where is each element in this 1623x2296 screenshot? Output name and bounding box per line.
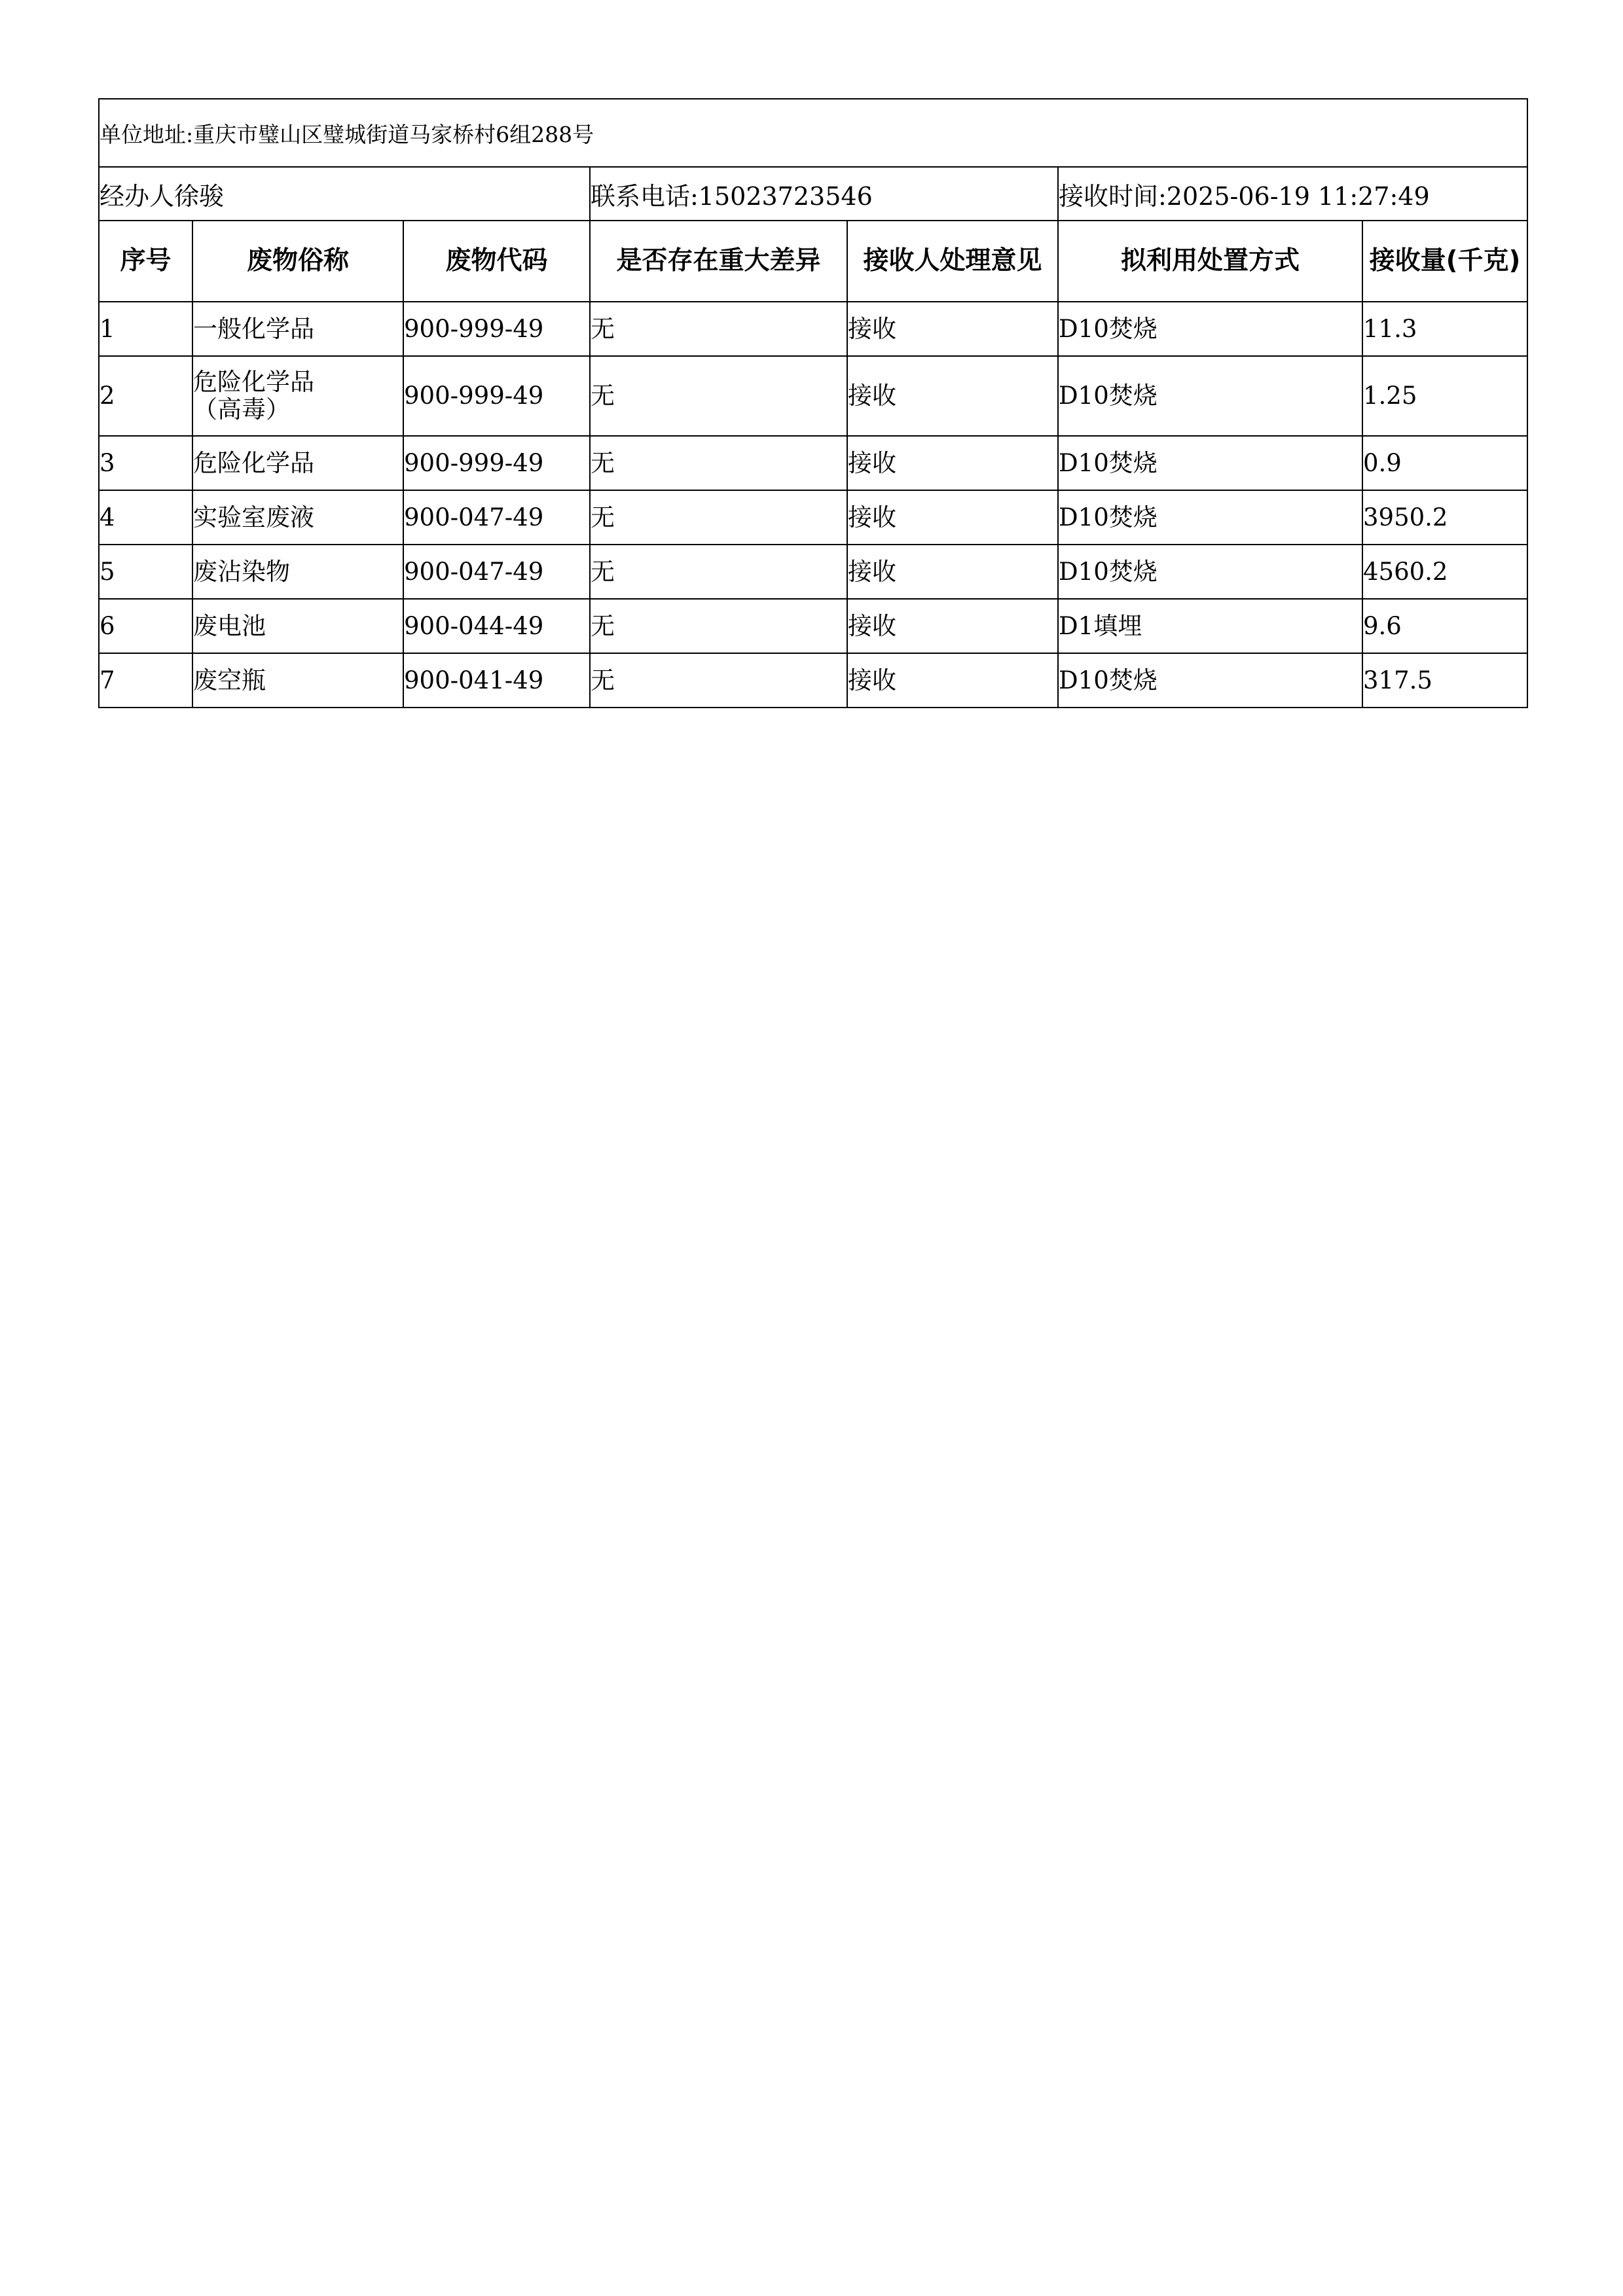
cell-opinion: 接收 [847,302,1058,356]
cell-opinion: 接收 [847,356,1058,436]
cell-code: 900-047-49 [403,545,590,599]
cell-quantity: 4560.2 [1362,545,1527,599]
handler-field: 经办人徐骏 [99,167,590,221]
cell-quantity: 0.9 [1362,436,1527,490]
cell-name-text: 废空瓶 [193,666,266,694]
cell-no: 2 [99,356,192,436]
cell-opinion: 接收 [847,436,1058,490]
cell-quantity: 1.25 [1362,356,1527,436]
col-header-opinion: 接收人处理意见 [847,221,1058,302]
cell-name [192,545,403,599]
col-header-name: 废物俗称 [192,221,403,302]
cell-difference: 无 [590,436,847,490]
address-row [99,99,1527,167]
receive-time-field: 接收时间:2025-06-19 11:27:49 [1058,167,1527,221]
cell-method: D10焚烧 [1058,436,1362,490]
receipt-table [98,98,1528,708]
cell-quantity: 11.3 [1362,302,1527,356]
cell-code: 900-047-49 [403,490,590,545]
table-row [99,490,1527,545]
cell-name-subtext: （高毒） [193,395,290,423]
cell-name-text: 废沾染物 [193,557,290,586]
cell-no: 6 [99,599,192,653]
cell-quantity: 9.6 [1362,599,1527,653]
cell-no: 4 [99,490,192,545]
receipt-form [98,98,1527,708]
cell-difference: 无 [590,653,847,708]
cell-name-text: 废电池 [193,611,266,640]
cell-name-text: 实验室废液 [193,503,314,531]
table-row [99,653,1527,708]
cell-quantity: 317.5 [1362,653,1527,708]
cell-difference: 无 [590,490,847,545]
cell-quantity: 3950.2 [1362,490,1527,545]
cell-name [192,302,403,356]
cell-name-text: 危险化学品 [193,448,314,477]
info-row [99,167,1527,221]
cell-code: 900-999-49 [403,356,590,436]
cell-name [192,599,403,653]
cell-name-text: 危险化学品 [193,368,314,396]
col-header-code: 废物代码 [403,221,590,302]
cell-code: 900-999-49 [403,436,590,490]
cell-name [192,490,403,545]
table-row [99,302,1527,356]
cell-code: 900-999-49 [403,302,590,356]
cell-no: 1 [99,302,192,356]
cell-name [192,356,403,436]
cell-difference: 无 [590,302,847,356]
cell-code: 900-041-49 [403,653,590,708]
cell-method: D10焚烧 [1058,653,1362,708]
cell-method: D1填埋 [1058,599,1362,653]
cell-opinion: 接收 [847,599,1058,653]
col-header-method: 拟利用处置方式 [1058,221,1362,302]
cell-no: 3 [99,436,192,490]
cell-method: D10焚烧 [1058,490,1362,545]
cell-no: 5 [99,545,192,599]
cell-name [192,436,403,490]
col-header-difference: 是否存在重大差异 [590,221,847,302]
cell-difference: 无 [590,545,847,599]
table-row [99,436,1527,490]
cell-difference: 无 [590,599,847,653]
cell-code: 900-044-49 [403,599,590,653]
header-row [99,221,1527,302]
cell-method: D10焚烧 [1058,302,1362,356]
cell-difference: 无 [590,356,847,436]
cell-name-text: 一般化学品 [193,314,314,343]
phone-field: 联系电话:15023723546 [590,167,1058,221]
col-header-no: 序号 [99,221,192,302]
cell-method: D10焚烧 [1058,356,1362,436]
unit-address: 单位地址:重庆市璧山区璧城街道马家桥村6组288号 [99,99,1527,167]
table-row [99,356,1527,436]
table-row [99,545,1527,599]
cell-opinion: 接收 [847,653,1058,708]
col-header-quantity: 接收量(千克) [1362,221,1527,302]
cell-name [192,653,403,708]
table-row [99,599,1527,653]
cell-method: D10焚烧 [1058,545,1362,599]
cell-opinion: 接收 [847,490,1058,545]
cell-no: 7 [99,653,192,708]
cell-opinion: 接收 [847,545,1058,599]
